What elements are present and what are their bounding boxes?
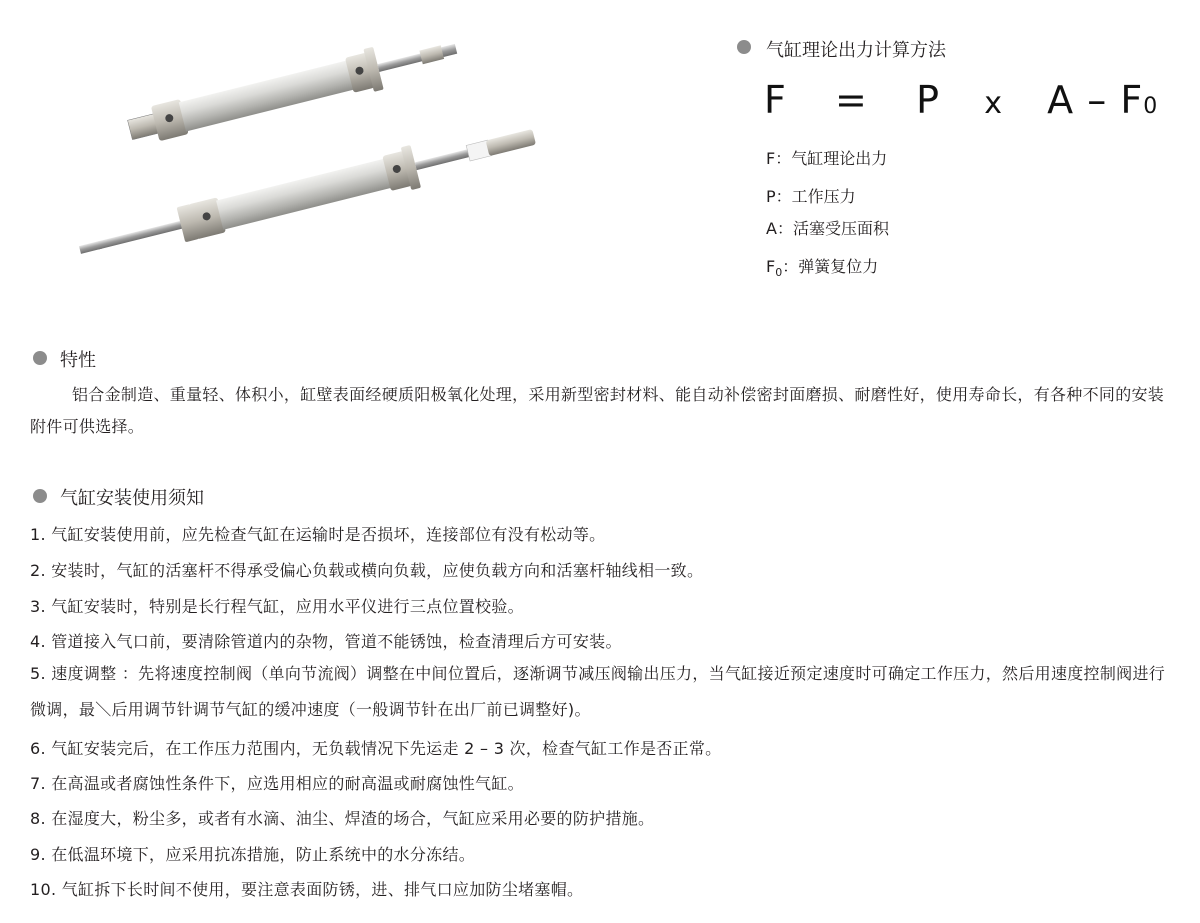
formula-P: P	[916, 78, 940, 122]
list-item: 4. 管道接入气口前，要清除管道内的杂物，管道不能锈蚀，检查清理后方可安装。	[30, 632, 622, 651]
bullet-dot	[737, 40, 751, 54]
formula-heading: 气缸理论出力计算方法	[766, 40, 946, 61]
bullet-dot	[33, 351, 47, 365]
formula-A: A	[1047, 78, 1075, 122]
list-item: 9. 在低温环境下，应采用抗冻措施，防止系统中的水分冻结。	[30, 845, 476, 864]
list-item: 10. 气缸拆下长时间不使用，要注意表面防锈，进、排气口应加防尘堵塞帽。	[30, 880, 584, 899]
formula-F0: F	[1120, 78, 1144, 122]
definition-P: P：工作压力	[766, 187, 856, 206]
list-item: 6. 气缸安装完后，在工作压力范围内，无负载情况下先运走 2 – 3 次，检查气缸工作是否正常。	[30, 739, 722, 758]
bullet-dot	[33, 489, 47, 503]
install-notes-heading: 气缸安装使用须知	[60, 488, 204, 509]
cylinder-product-image	[60, 40, 560, 270]
features-text: 铝合金制造、重量轻、体积小，缸壁表面经硬质阳极氧化处理，采用新型密封材料、能自动补偿密封面磨损、耐磨性好，使用寿命长，有各种不同的安装附件可供选择。	[30, 385, 1165, 436]
list-item: 2. 安装时，气缸的活塞杆不得承受偏心负载或横向负载，应使负载方向和活塞杆轴线相一致。	[30, 561, 704, 580]
features-heading: 特性	[60, 350, 96, 371]
cylinder-bottom	[75, 115, 540, 270]
list-item: 7. 在高温或者腐蚀性条件下，应选用相应的耐高温或耐腐蚀性气缸。	[30, 774, 524, 793]
cylinder-top	[125, 40, 462, 151]
formula-equals: =	[835, 78, 868, 122]
formula-minus: –	[1087, 78, 1108, 122]
list-item: 3. 气缸安装时，特别是长行程气缸，应用水平仪进行三点位置校验。	[30, 597, 524, 616]
list-item: 5. 速度调整 ：先将速度控制阀（单向节流阀）调整在中间位置后，逐渐调节减压阀输出压力，当气缸接近预定速度时可确定工作压力，然后用速度控制阀进行微调，最＼后用调节针调节气缸的缓冲速度（一般调节针在出厂前已调整好)。	[30, 664, 1166, 719]
definition-F0: $F_0$：弹簧复位力	[766, 257, 879, 280]
definition-F: F：气缸理论出力	[766, 149, 888, 168]
list-item: 1. 气缸安装使用前，应先检查气缸在运输时是否损坏，连接部位有没有松动等。	[30, 525, 606, 544]
formula-F0-subscript: 0	[1143, 94, 1159, 119]
list-item: 8. 在湿度大，粉尘多，或者有水滴、油尘、焊渣的场合，气缸应采用必要的防护措施。	[30, 809, 655, 828]
definition-A: A：活塞受压面积	[766, 219, 889, 238]
formula-F: F	[764, 78, 787, 122]
formula-times: x	[984, 86, 1003, 121]
formula	[764, 78, 1158, 122]
